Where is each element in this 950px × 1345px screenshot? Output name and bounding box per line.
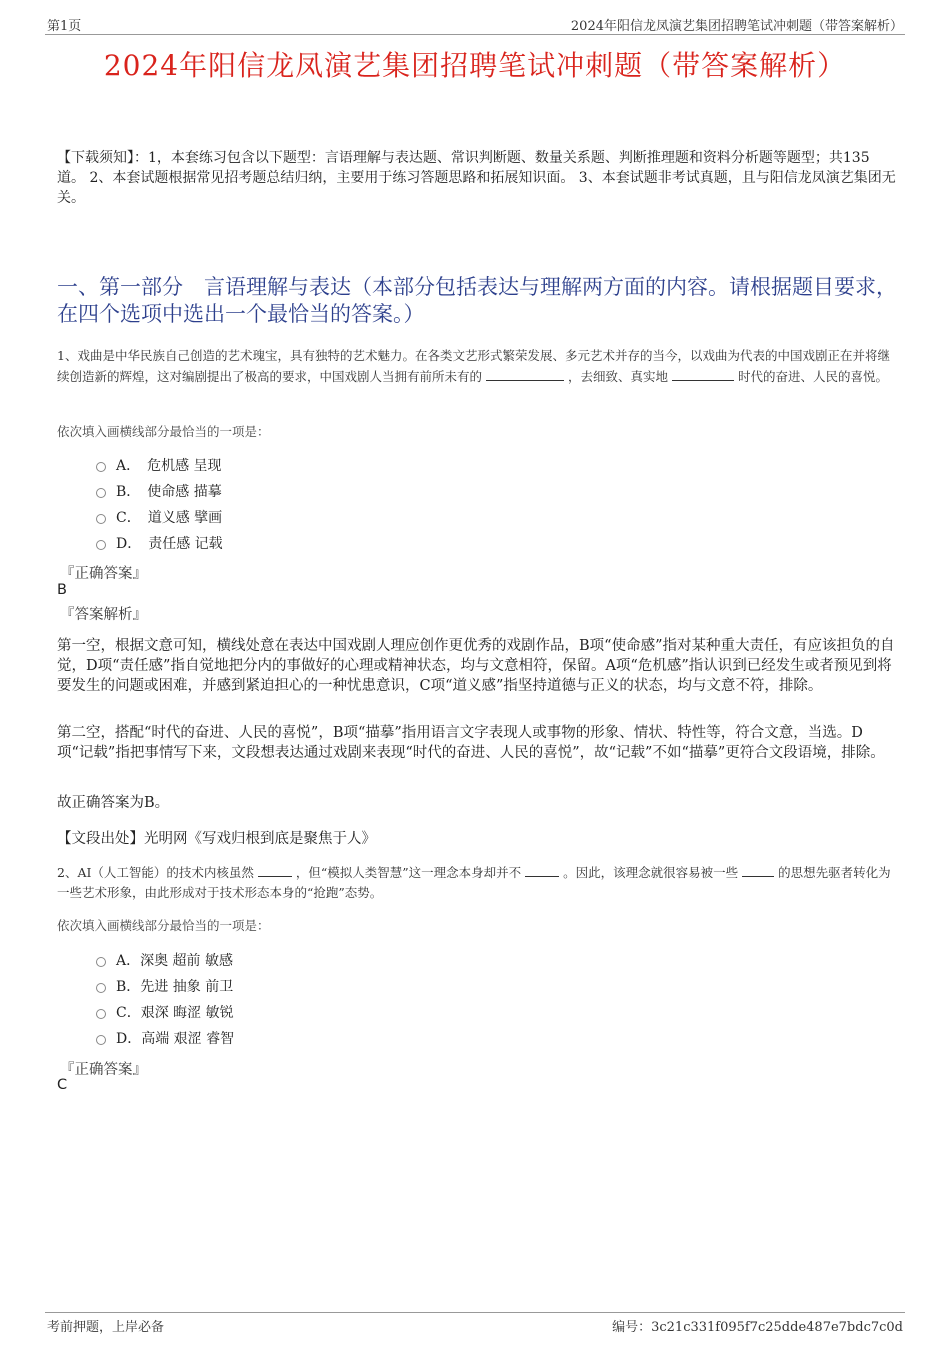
footer-slogan: 考前押题，上岸必备 [47, 1320, 165, 1335]
question-1-text-part: ，去细致、真实地 [567, 369, 668, 384]
download-notice: 【下载须知】：1，本套练习包含以下题型：言语理解与表达题、常识判断题、数量关系题、判断推理题和资料分析题等题型；共135道。 2、本套试题根据常见招考题总结归纳，主要用于练习答题思路和拓展知识面。 3、本套试题非考试真题，且与阳信龙凤演艺集团无关。 [57, 150, 896, 206]
option-label: B．先进 抽象 前卫 [116, 979, 234, 995]
document-title: 2024年阳信龙凤演艺集团招聘笔试冲刺题（带答案解析） [103, 49, 847, 82]
radio-icon[interactable] [96, 1009, 106, 1019]
question-2-text-part: ，但“模拟人类智慧”这一理念本身却并不 [295, 865, 522, 880]
page-footer [45, 1312, 905, 1333]
page-header [45, 12, 905, 35]
analysis-conclusion: 故正确答案为B。 [57, 795, 170, 811]
question-1-instruction: 依次填入画横线部分最恰当的一项是： [57, 424, 270, 439]
radio-icon[interactable] [96, 983, 106, 993]
analysis-paragraph-2: 第二空，搭配“时代的奋进、人民的喜悦”，B项“描摹”指用语言文字表现人或事物的形象、情状、特性等，符合文意，当选。D项“记载”指把事情写下来，文段想表达通过戏剧来表现“时代的奋进、人民的喜悦”，故“记载”不如“描摹”更符合文段语境，排除。 [57, 725, 885, 761]
option-label: D．高端 艰涩 睿智 [116, 1031, 235, 1047]
option-label: A． 危机感 呈现 [116, 458, 222, 474]
option-c[interactable] [96, 1003, 234, 1023]
radio-icon[interactable] [96, 540, 106, 550]
option-d[interactable] [96, 534, 223, 554]
question-1-text [57, 346, 897, 387]
footer-serial: 编号：3c21c331f095f7c25dde487e7bdc7c0d [612, 1320, 903, 1335]
blank-line [742, 862, 774, 877]
option-a[interactable] [96, 951, 233, 971]
question-1-text-part: 时代的奋进、人民的喜悦。 [737, 369, 888, 384]
question-2-text-part: 。因此，该理念就很容易被一些 [563, 865, 739, 880]
question-2-text-part: 的思想先驱者转化为一些艺术形象，由此形成对于技术形态本身的“抢跑”态势。 [57, 865, 891, 900]
option-b[interactable] [96, 482, 222, 502]
analysis-paragraph-1: 第一空，根据文意可知，横线处意在表达中国戏剧人理应创作更优秀的戏剧作品，B项“使命感”指对某种重大责任，有应该担负的自觉，D项“责任感”指自觉地把分内的事做好的心理或精神状态，均与文意相符，保留。A项“危机感”指认识到已经发生或者预见到将要发生的问题或困难，并感到紧迫担心的一种忧患意识，C项“道义感”指坚持道德与正义的状态，均与文意不符，排除。 [57, 638, 895, 694]
option-d[interactable] [96, 1029, 234, 1049]
text-source: 【文段出处】光明网《写戏归根到底是聚焦于人》 [57, 831, 376, 847]
radio-icon[interactable] [96, 462, 106, 472]
question-2-text [57, 862, 897, 903]
option-label: B． 使命感 描摹 [116, 484, 222, 500]
option-label: A．深奥 超前 敏感 [116, 953, 234, 969]
blank-line [672, 366, 734, 381]
radio-icon[interactable] [96, 1035, 106, 1045]
correct-answer-label: 『正确答案』 [60, 566, 147, 582]
question-2-text-part: 2、AI（人工智能）的技术内核虽然 [57, 865, 254, 880]
correct-answer: C [57, 1077, 68, 1093]
question-2-instruction: 依次填入画横线部分最恰当的一项是： [57, 918, 270, 933]
blank-line [525, 862, 559, 877]
blank-line [258, 862, 292, 877]
radio-icon[interactable] [96, 957, 106, 967]
option-label: C． 道义感 擘画 [116, 510, 223, 526]
header-doc-title: 2024年阳信龙凤演艺集团招聘笔试冲刺题（带答案解析） [570, 19, 903, 34]
option-a[interactable] [96, 456, 222, 476]
option-label: D． 责任感 记载 [116, 536, 223, 552]
page-number: 第1页 [47, 19, 82, 34]
correct-answer-label: 『正确答案』 [60, 1062, 147, 1078]
blank-line [486, 366, 564, 381]
option-c[interactable] [96, 508, 222, 528]
option-b[interactable] [96, 977, 233, 997]
question-1-text-part: 1、戏曲是中华民族自己创造的艺术瑰宝，具有独特的艺术魅力。在各类文艺形式繁荣发展、多元艺术并存的当今，以戏曲为代表的中国戏剧正在并将继续创造新的辉煌，这对编剧提出了极高的要求，中国戏剧人当拥有前所未有的 [57, 348, 890, 384]
analysis-label: 『答案解析』 [60, 607, 147, 623]
option-label: C．艰深 晦涩 敏锐 [116, 1005, 234, 1021]
section-title: 一、第一部分 言语理解与表达（本部分包括表达与理解两方面的内容。请根据题目要求，在四个选项中选出一个最恰当的答案。） [57, 275, 897, 326]
radio-icon[interactable] [96, 488, 106, 498]
radio-icon[interactable] [96, 514, 106, 524]
correct-answer: B [57, 582, 67, 598]
